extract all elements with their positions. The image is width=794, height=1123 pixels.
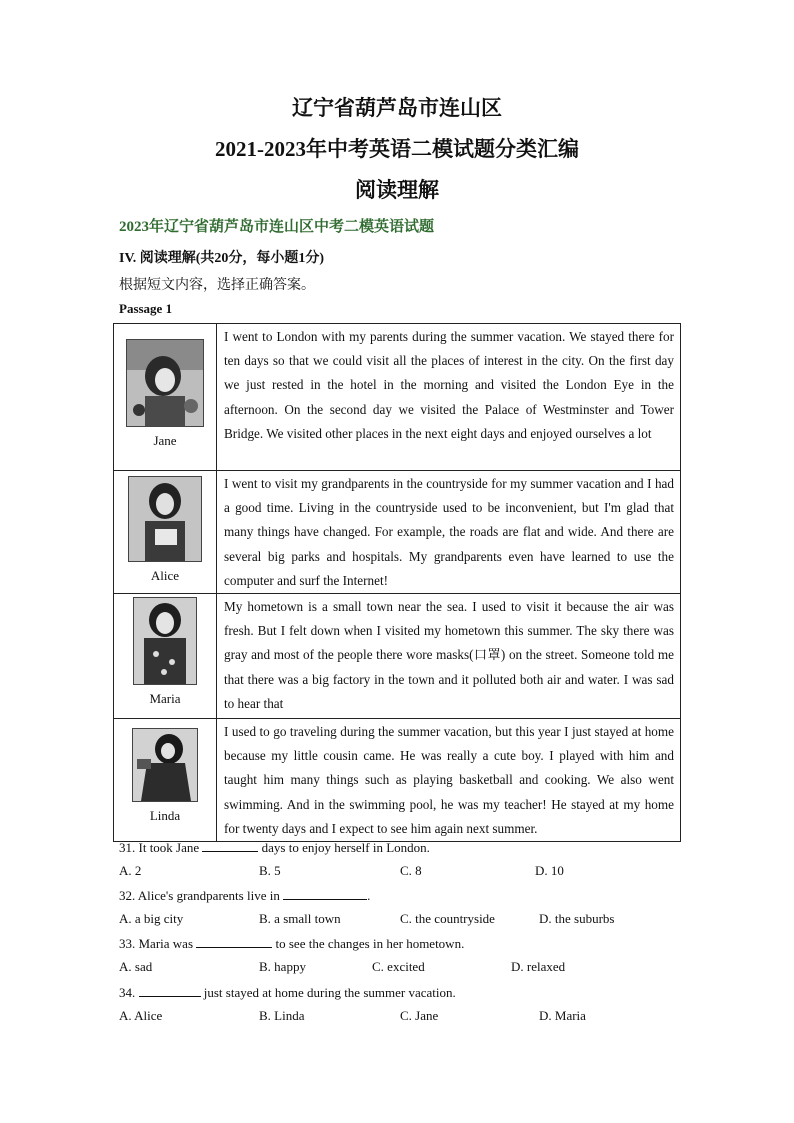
question-stem: 33. Maria was	[119, 936, 194, 951]
table-row	[114, 471, 681, 594]
student-name: Maria	[149, 691, 181, 707]
question-stem-end: just stayed at home during the summer vacation.	[203, 985, 456, 1000]
option-d: D. relaxed	[511, 959, 566, 974]
option-a: A. sad	[119, 959, 153, 974]
question-stem: 32. Alice's grandparents live in	[119, 888, 280, 903]
answer-blank	[139, 984, 201, 997]
portrait-image-maria	[133, 597, 197, 685]
passage-paragraph: My hometown is a small town near the sea. I used to visit it because the air was fresh. But I felt down when I visited my hometown this summer. The sky there was gray and most of the people there wore masks(口罩) on the street. Someone told me that there was a big factory in the town and it polluted both air and water. I was sad to hear that	[217, 594, 681, 719]
instruction-text: 根据短文内容，选择正确答案。	[119, 278, 315, 293]
table-row	[114, 324, 681, 471]
question-stem-end: to see the changes in her hometown.	[275, 936, 465, 951]
option-b: B. Linda	[259, 1008, 305, 1023]
portrait-cell	[114, 719, 217, 842]
question-stem-end: days to enjoy herself in London.	[261, 840, 430, 855]
answer-blank	[202, 839, 258, 852]
passage-label: Passage 1	[119, 301, 173, 316]
option-d: D. the suburbs	[539, 911, 615, 926]
student-name: Alice	[150, 568, 180, 583]
question-34	[119, 984, 456, 1001]
option-d: D. Maria	[539, 1008, 586, 1023]
answer-blank	[196, 935, 272, 948]
student-name: Linda	[149, 808, 181, 824]
exam-source-heading: 2023年辽宁省葫芦岛市连山区中考二模英语试题	[119, 219, 435, 235]
option-a: A. a big city	[119, 911, 184, 926]
section-heading: IV. 阅读理解(共20分，每小题1分)	[119, 251, 325, 266]
option-a: A. 2	[119, 863, 142, 878]
passage-paragraph: I used to go traveling during the summer vacation, but this year I just stayed at home because my little cousin came. He was really a cute boy. I played with him and taught him many things such as playing basketball and cooking. We also went swimming. And in the swimming pool, he was my teacher! He stayed at my home for twenty days and I expect to see him again next summer.	[217, 719, 681, 842]
portrait-cell	[114, 324, 217, 471]
passage-table	[113, 323, 681, 842]
question-stem-end: .	[367, 888, 371, 903]
student-name: Jane	[153, 433, 177, 448]
option-c: C. excited	[372, 959, 425, 974]
table-row	[114, 719, 681, 842]
table-row	[114, 594, 681, 719]
option-b: B. happy	[259, 959, 306, 974]
portrait-cell	[114, 594, 217, 719]
option-b: B. 5	[259, 863, 281, 878]
option-b: B. a small town	[259, 911, 341, 926]
passage-paragraph: I went to visit my grandparents in the countryside for my summer vacation and I had a good time. Living in the countryside used to be inconvenient, but I'm glad that many things have changed. For example, the roads are flat and wide. And there are several big parks and hospitals. My grandparents even have learned to use the computer and surf the Internet!	[217, 471, 681, 594]
doc-subtitle-years: 2021-2023年中考英语二模试题分类汇编	[215, 137, 579, 161]
option-a: A. Alice	[119, 1008, 163, 1023]
option-d: D. 10	[535, 863, 564, 878]
question-32	[119, 887, 370, 904]
doc-topic: 阅读理解	[355, 178, 439, 202]
question-stem: 31. It took Jane	[119, 840, 200, 855]
portrait-image-alice	[128, 476, 202, 562]
answer-blank	[283, 887, 367, 900]
doc-title: 辽宁省葫芦岛市连山区	[292, 96, 502, 120]
option-c: C. the countryside	[400, 911, 495, 926]
question-33	[119, 935, 464, 952]
passage-paragraph: I went to London with my parents during the summer vacation. We stayed there for ten days so that we could visit all the places of interest in the city. On the first day we just rested in the hotel in the morning and visited the London Eye in the afternoon. On the second day we visited the Palace of Westminster and Tower Bridge. We visited other places in the next eight days and enjoyed ourselves a lot	[217, 324, 681, 471]
portrait-image-linda	[132, 728, 198, 802]
portrait-image-jane	[126, 339, 204, 427]
option-c: C. 8	[400, 863, 422, 878]
option-c: C. Jane	[400, 1008, 439, 1023]
question-31	[119, 839, 430, 856]
question-stem: 34.	[119, 985, 136, 1000]
portrait-cell	[114, 471, 217, 594]
